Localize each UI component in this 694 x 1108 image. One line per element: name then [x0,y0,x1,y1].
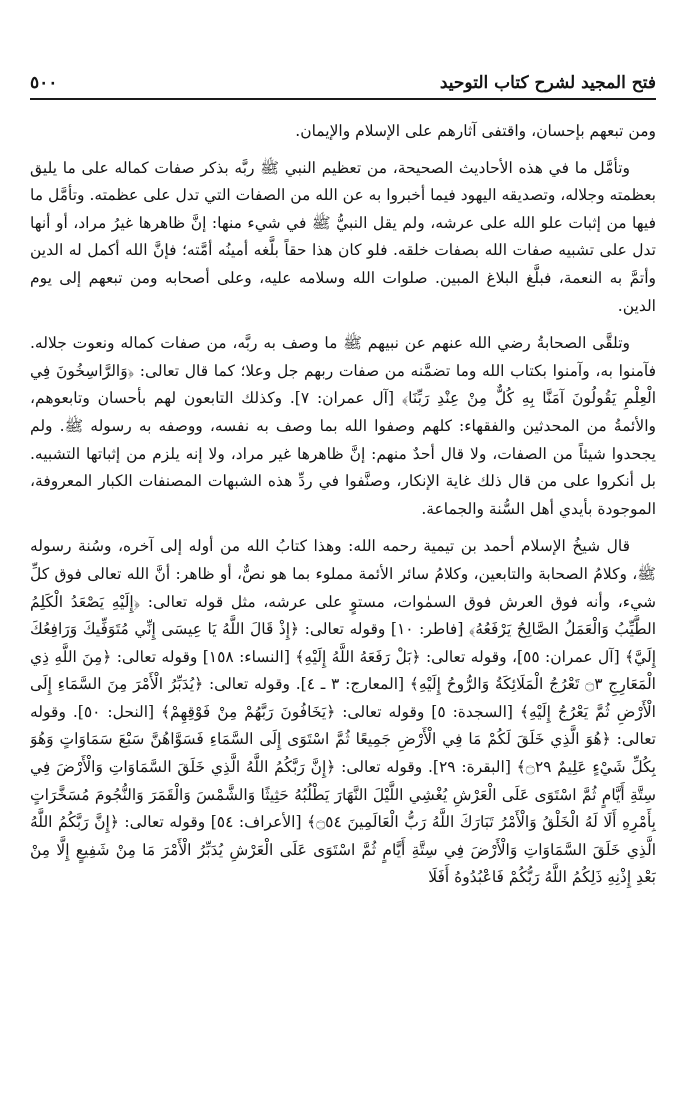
paragraph-continuation: ومن تبعهم بإحسان، واقتفى آثارهم على الإسلام والإيمان. [295,122,656,140]
running-header [30,58,656,100]
page-number: ٥٠٠ [30,73,58,93]
paragraph-ibn-taymiyyah-quote: قال شيخُ الإسلام أحمد بن تيمية رحمه الله: وهذا كتابُ الله من أوله إلى آخره، وسُنة رسوله ﷺ، وكلامُ الصحابة والتابعين، وكلامُ سائر الأئمة مملوء بما هو نصٌّ، أو ظاهر: أنَّ الله تعالى فوق كلِّ شيء، وأنه فوق العرش فوق السمٰوات، مستوٍ على عرشه، مثل قوله تعالى: ﴿إِلَيْهِ يَصْعَدُ الْكَلِمُ الطَّيِّبُ وَالْعَمَلُ الصَّالِحُ يَرْفَعُهُ﴾ [فاطر: ١٠] وقوله تعالى: ﴿إِذْ قَالَ اللَّهُ يَا عِيسَى إِنِّي مُتَوَفِّيكَ وَرَافِعُكَ إِلَيَّ﴾ [آل عمران: ٥٥]، وقوله تعالى: ﴿بَلْ رَفَعَهُ اللَّهُ إِلَيْهِ﴾ [النساء: ١٥٨] وقوله تعالى: ﴿مِنَ اللَّهِ ذِي الْمَعَارِجِ ۝٣ تَعْرُجُ الْمَلَائِكَةُ وَالرُّوحُ إِلَيْهِ﴾ [المعارج: ٣ ـ ٤]. وقوله تعالى: ﴿يُدَبِّرُ الْأَمْرَ مِنَ السَّمَاءِ إِلَى الْأَرْضِ ثُمَّ يَعْرُجُ إِلَيْهِ﴾ [السجدة: ٥] وقوله تعالى: ﴿يَخَافُونَ رَبَّهُمْ مِنْ فَوْقِهِمْ﴾ [النحل: ٥٠]. وقوله تعالى: ﴿هُوَ الَّذِي خَلَقَ لَكُمْ مَا فِي الْأَرْضِ جَمِيعًا ثُمَّ اسْتَوَى إِلَى السَّمَاءِ فَسَوَّاهُنَّ سَبْعَ سَمَاوَاتٍ وَهُوَ بِكُلِّ شَيْءٍ عَلِيمٌ ۝٢٩﴾ [البقرة: ٢٩]. وقوله تعالى: ﴿إِنَّ رَبَّكُمُ اللَّهُ الَّذِي خَلَقَ السَّمَاوَاتِ وَالْأَرْضَ فِي سِتَّةِ أَيَّامٍ ثُمَّ اسْتَوَى عَلَى الْعَرْشِ يُغْشِي اللَّيْلَ النَّهَارَ يَطْلُبُهُ حَثِيثًا وَالشَّمْسَ وَالْقَمَرَ وَالنُّجُومَ مُسَخَّرَاتٍ بِأَمْرِهِ أَلَا لَهُ الْخَلْقُ وَالْأَمْرُ تَبَارَكَ اللَّهُ رَبُّ الْعَالَمِينَ ۝٥٤﴾ [الأعراف: ٥٤] وقوله تعالى: ﴿إِنَّ رَبَّكُمُ اللَّهُ الَّذِي خَلَقَ السَّمَاوَاتِ وَالْأَرْضَ فِي سِتَّةِ أَيَّامٍ ثُمَّ اسْتَوَى عَلَى الْعَرْشِ يُدَبِّرُ الْأَمْرَ مَا مِنْ شَفِيعٍ إِلَّا مِنْ بَعْدِ إِذْنِهِ ذَلِكُمُ اللَّهُ رَبُّكُمْ فَاعْبُدُوهُ أَفَلَا [30,537,656,887]
paragraph-contemplation: وتأمَّل ما في هذه الأحاديث الصحيحة، من تعظيم النبي ﷺ ربَّه بذكر صفات كماله على ما يليق بعظمته وجلاله، وتصديقه اليهود فيما أخبروا به عن الله من الصفات التي تدل على عظمته. وتأمَّل ما فيها من إثبات علو الله على عرشه، ولم يقل النبيُّ ﷺ في شيء منها: إنَّ ظاهرها غيرُ مراد، أو أنها تدل على تشبيه صفات الله بصفات خلقه. فلو كان هذا حقاً بلَّغه أمينُه أمَّته؛ فإنَّ الله أكمل له الدين وأتمَّ به النعمة، فبلَّغ البلاغ المبين. صلوات الله وسلامه عليه، وعلى أصحابه ومن تبعهم إلى يوم الدين. [30,158,656,315]
page-body [30,118,656,1098]
book-title: فتح المجيد لشرح كتاب التوحيد [439,73,656,93]
paragraph-companions: وتلقَّى الصحابةُ رضي الله عنهم عن نبيهم ﷺ ما وصف به ربَّه، من صفات كماله ونعوت جلاله. فآمنوا به، وآمنوا بكتاب الله وما تضمَّنه من صفات ربهم جل وعلا؛ كما قال تعالى: ﴿وَالرَّاسِخُونَ فِي الْعِلْمِ يَقُولُونَ آمَنَّا بِهِ كُلٌّ مِنْ عِنْدِ رَبِّنَا﴾ [آل عمران: ٧]. وكذلك التابعون لهم بأحسان وتابعوهم، والأئمةُ من المحدثين والفقهاء: كلهم وصفوا الله بما وصف به نفسه، ووصفه به رسوله ﷺ. ولم يجحدوا شيئاً من الصفات، ولا قال أحدٌ منهم: إنَّ ظاهرها غير مراد، ولا إنه يلزم من إثباتها التشبيه. بل أنكروا على من قال ذلك غاية الإنكار، وصنَّفوا في ردِّ هذه الشبهات المصنفات الكبار المعروفة، الموجودة بأيدي أهل السُّنة والجماعة. [30,334,656,518]
